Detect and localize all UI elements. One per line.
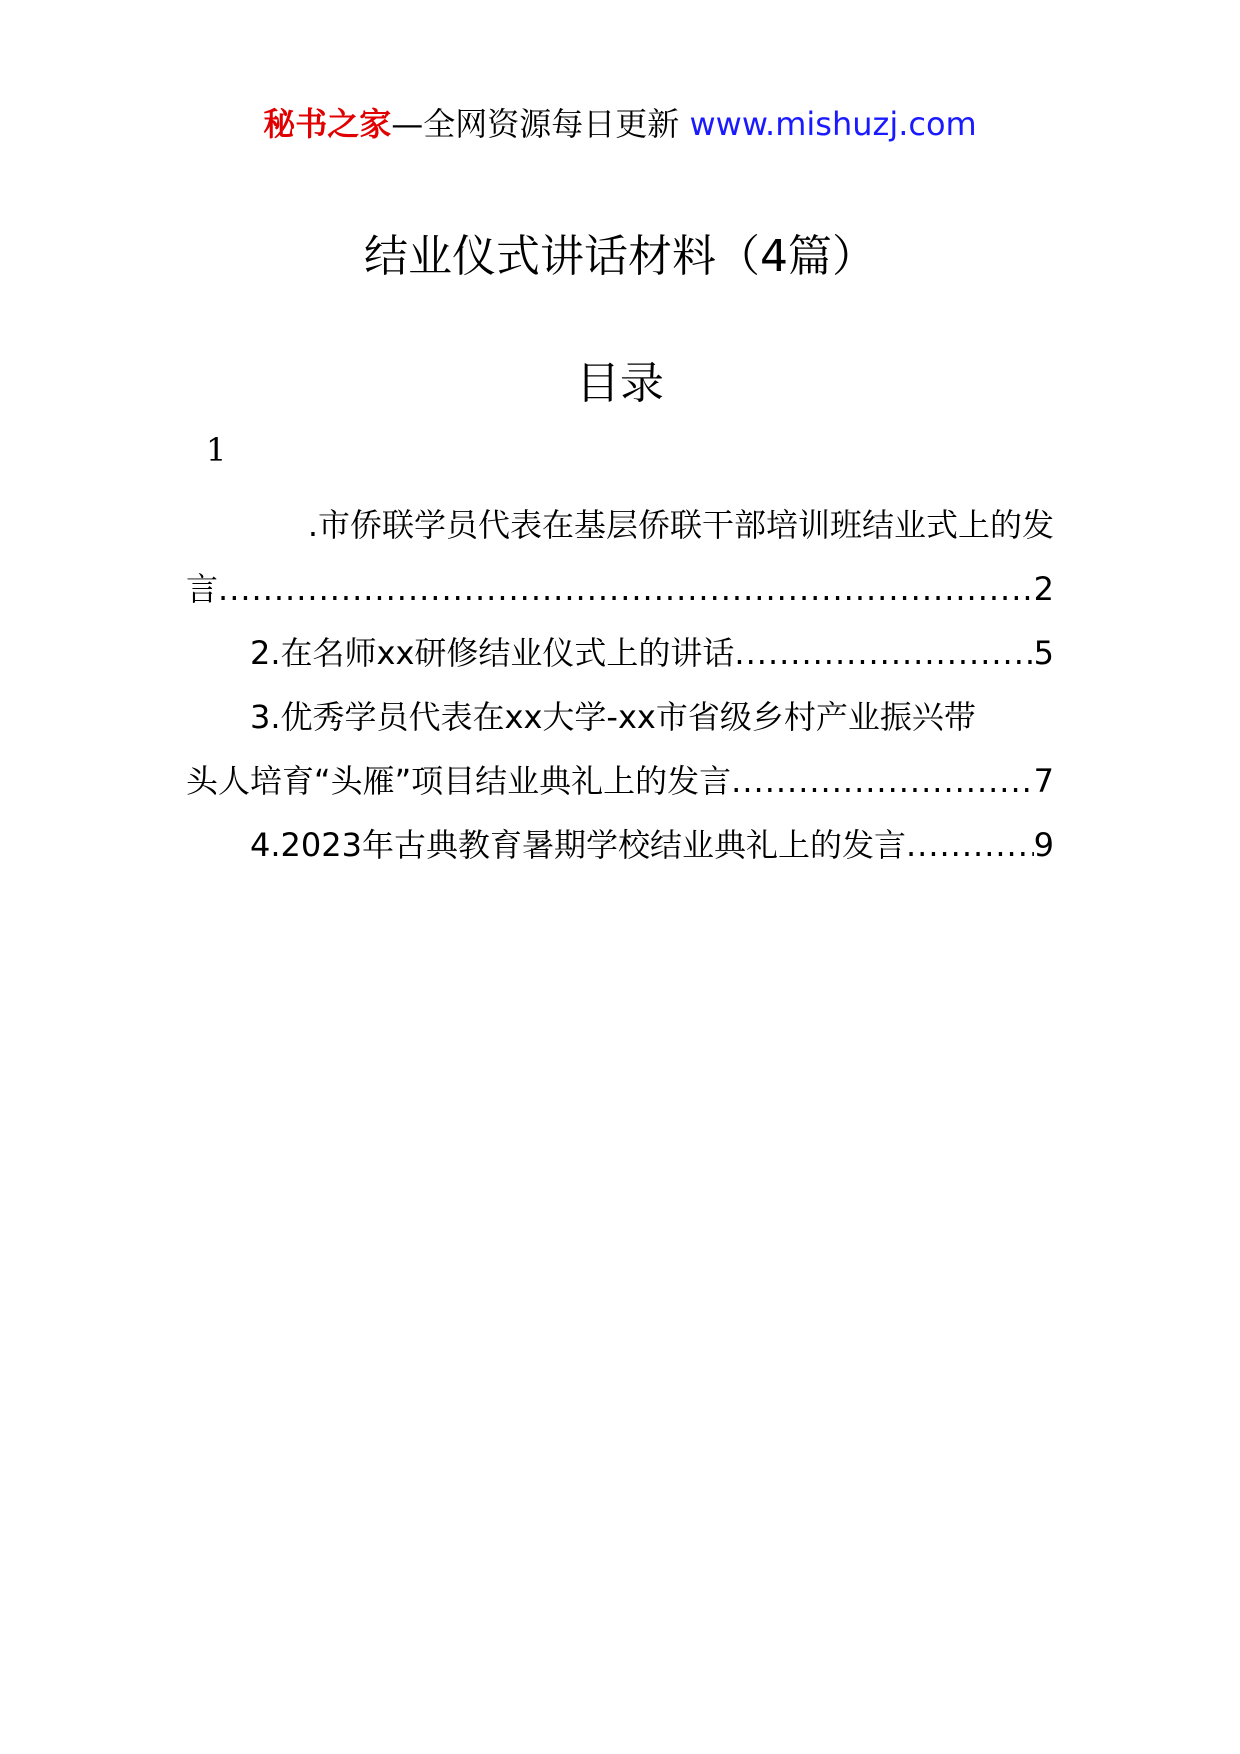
toc-item-1-text: .市侨联学员代表在基层侨联干部培训班结业式上的发: [307, 506, 1054, 544]
toc-item-2-page: 5: [1033, 634, 1054, 672]
toc-item-1-page: 2: [1033, 570, 1054, 608]
toc-heading: 目录: [576, 358, 664, 409]
toc-item-3-line-1[interactable]: [186, 685, 1054, 749]
toc-item-4-text: 4.2023年古典教育暑期学校结业典礼上的发言: [250, 826, 906, 864]
toc-item-3-line-2[interactable]: [186, 749, 1054, 813]
toc-item-2-text: 2.在名师xx研修结业仪式上的讲话: [250, 634, 735, 672]
document-title: 结业仪式讲话材料（4篇）: [364, 231, 876, 282]
site-brand: 秘书之家: [263, 105, 392, 143]
toc-item-1-line-2[interactable]: [186, 557, 1054, 621]
toc-item-2[interactable]: [186, 621, 1054, 685]
page-marker: 1: [206, 431, 227, 469]
site-url-link[interactable]: www.mishuzj.com: [689, 105, 977, 143]
toc-leader-dots: [734, 621, 1033, 685]
toc-item-1-text-cont: 言: [186, 570, 219, 608]
toc-item-1-line-1[interactable]: [186, 493, 1054, 557]
toc-item-4-page: 9: [1033, 826, 1054, 864]
toc-item-3-text: 3.优秀学员代表在xx大学-xx市省级乡村产业振兴带: [250, 698, 976, 736]
site-slogan: —全网资源每日更新: [391, 105, 680, 143]
toc-item-3-page: 7: [1033, 762, 1054, 800]
site-header: [0, 100, 1240, 148]
toc-leader-dots: [218, 557, 1034, 621]
toc-leader-dots: [906, 813, 1034, 877]
toc-leader-dots: [731, 749, 1033, 813]
toc-item-3-text-cont: 头人培育“头雁”项目结业典礼上的发言: [186, 762, 732, 800]
toc-item-4[interactable]: [186, 813, 1054, 877]
